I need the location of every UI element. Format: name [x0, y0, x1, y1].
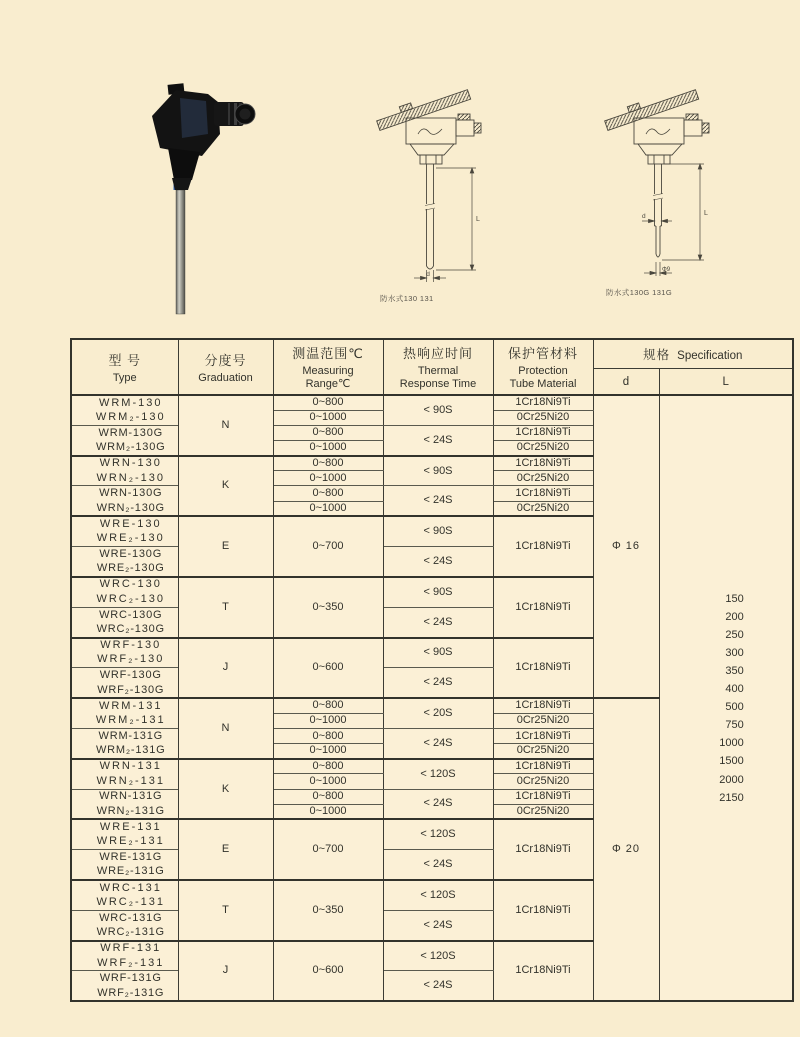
type-cell: WRE-131 [71, 819, 178, 834]
header-type-zh: 型 号 [108, 352, 142, 368]
range-cell: 0~800 [273, 395, 383, 410]
type-cell: WRC-130 [71, 577, 178, 592]
header-spec-en: Specification [677, 349, 743, 362]
dim-label-L: L [704, 210, 708, 217]
type-cell: WRM₂-131 [71, 713, 178, 728]
thermal-cell: < 24S [383, 728, 493, 758]
type-cell: WRE₂-131G [71, 865, 178, 880]
material-cell: 1Cr18Ni9Ti [493, 728, 593, 743]
dim-label-d: d [426, 271, 430, 278]
probe-rod [176, 190, 185, 314]
thermal-cell: < 90S [383, 395, 493, 425]
d-spec-cell: Φ 20 [593, 698, 659, 1001]
type-cell: WRM-130 [71, 395, 178, 410]
range-cell: 0~1000 [273, 774, 383, 789]
graduation-cell: J [178, 941, 273, 1002]
material-cell: 1Cr18Ni9Ti [493, 456, 593, 471]
probe-drawing-stepped [653, 164, 663, 257]
type-cell: WRM-130G [71, 425, 178, 440]
material-cell: 0Cr25Ni20 [493, 744, 593, 759]
header-material-en1: Protection [518, 365, 568, 377]
type-cell: WRN-131 [71, 759, 178, 774]
material-cell: 1Cr18Ni9Ti [493, 486, 593, 501]
thermal-cell: < 24S [383, 547, 493, 577]
head-drawing [603, 84, 709, 164]
probe-drawing [425, 164, 435, 269]
thermal-cell: < 24S [383, 425, 493, 455]
l-value: 400 [725, 683, 744, 696]
l-values-cell [659, 395, 793, 1001]
material-cell: 0Cr25Ni20 [493, 804, 593, 819]
drawing-130g-image [598, 78, 738, 284]
type-cell: WRM₂-130G [71, 440, 178, 455]
figure-caption-130: 防水式130 131 [380, 294, 434, 303]
material-cell: 0Cr25Ni20 [493, 713, 593, 728]
header-thermal-zh: 热响应时间 [402, 346, 473, 361]
type-cell: WRC-130G [71, 607, 178, 622]
header-range-en1: Measuring [302, 365, 354, 377]
header-material-en2: Tube Material [509, 378, 577, 390]
drawing-waterproof-130 [372, 78, 497, 304]
type-cell: WRF₂-131G [71, 986, 178, 1001]
range-cell: 0~700 [273, 516, 383, 577]
range-cell: 0~350 [273, 880, 383, 941]
thermal-cell: < 24S [383, 971, 493, 1001]
head-drawing [375, 84, 481, 164]
table-row [71, 395, 793, 410]
col-header-material [493, 339, 593, 395]
type-cell: WRF-130 [71, 638, 178, 653]
type-cell: WRF₂-130G [71, 683, 178, 698]
type-cell: WRE₂-131 [71, 835, 178, 850]
l-value: 2150 [719, 791, 744, 804]
thermocouple-photo [142, 82, 262, 316]
material-cell: 1Cr18Ni9Ti [493, 516, 593, 577]
thermal-cell: < 24S [383, 607, 493, 637]
material-cell: 1Cr18Ni9Ti [493, 789, 593, 804]
range-cell: 0~800 [273, 789, 383, 804]
type-cell: WRE-131G [71, 850, 178, 865]
type-cell: WRF₂-131 [71, 956, 178, 971]
col-header-graduation [178, 339, 273, 395]
material-cell: 1Cr18Ni9Ti [493, 698, 593, 713]
type-cell: WRE-130G [71, 547, 178, 562]
dimension-lines [642, 164, 708, 276]
specification-table [70, 338, 794, 1002]
graduation-cell: T [178, 880, 273, 941]
type-cell: WRC₂-131G [71, 925, 178, 940]
dimension-lines [414, 168, 480, 282]
material-cell: 0Cr25Ni20 [493, 501, 593, 516]
type-cell: WRF-131G [71, 971, 178, 986]
l-value: 1500 [719, 755, 744, 768]
header-range-zh: 测温范围℃ [292, 346, 364, 361]
type-cell: WRC₂-130 [71, 592, 178, 607]
graduation-cell: J [178, 638, 273, 699]
type-cell: WRM-131G [71, 728, 178, 743]
thermal-cell: < 24S [383, 850, 493, 880]
graduation-cell: E [178, 819, 273, 880]
header-type-en: Type [112, 371, 137, 384]
type-cell: WRN₂-130G [71, 501, 178, 516]
l-value: 150 [725, 592, 744, 605]
range-cell: 0~1000 [273, 713, 383, 728]
type-cell: WRN-131G [71, 789, 178, 804]
type-cell: WRN₂-131G [71, 804, 178, 819]
type-cell: WRC₂-131 [71, 895, 178, 910]
thermal-cell: < 24S [383, 668, 493, 698]
drawing-waterproof-130g [598, 78, 738, 298]
connection-head [152, 83, 255, 190]
type-cell: WRE₂-130G [71, 562, 178, 577]
thermal-cell: < 90S [383, 456, 493, 486]
l-value: 1000 [719, 737, 744, 750]
type-cell: WRF₂-130 [71, 653, 178, 668]
range-cell: 0~1000 [273, 410, 383, 425]
type-cell: WRM₂-130 [71, 410, 178, 425]
dim-label-L: L [476, 216, 480, 223]
range-cell: 0~1000 [273, 804, 383, 819]
range-cell: 0~600 [273, 638, 383, 699]
type-cell: WRN₂-130 [71, 471, 178, 486]
material-cell: 0Cr25Ni20 [493, 471, 593, 486]
l-values-list [660, 590, 793, 807]
l-value: 250 [725, 628, 744, 641]
range-cell: 0~700 [273, 819, 383, 880]
range-cell: 0~1000 [273, 744, 383, 759]
range-cell: 0~600 [273, 941, 383, 1002]
range-cell: 0~800 [273, 456, 383, 471]
header-material-zh: 保护管材料 [507, 346, 578, 361]
header-thermal-en2: Response Time [399, 378, 477, 390]
type-cell: WRN-130 [71, 456, 178, 471]
thermal-cell: < 24S [383, 910, 493, 940]
material-cell: 1Cr18Ni9Ti [493, 880, 593, 941]
type-cell: WRN-130G [71, 486, 178, 501]
l-value: 750 [725, 719, 744, 732]
thermal-cell: < 24S [383, 789, 493, 819]
thermal-cell: < 20S [383, 698, 493, 728]
figure-caption-130g: 防水式130G 131G [606, 288, 673, 297]
material-cell: 0Cr25Ni20 [493, 410, 593, 425]
material-cell: 1Cr18Ni9Ti [493, 425, 593, 440]
dim-label-d: d [642, 213, 646, 220]
l-value: 2000 [719, 773, 744, 786]
type-cell: WRF-131 [71, 941, 178, 956]
thermal-cell: < 120S [383, 880, 493, 910]
type-cell: WRE-130 [71, 516, 178, 531]
graduation-cell: N [178, 698, 273, 759]
d-spec-cell: Φ 16 [593, 395, 659, 698]
type-cell: WRF-130G [71, 668, 178, 683]
thermal-cell: < 24S [383, 486, 493, 516]
range-cell: 0~1000 [273, 440, 383, 455]
col-header-range [273, 339, 383, 395]
material-cell: 1Cr18Ni9Ti [493, 819, 593, 880]
material-cell: 1Cr18Ni9Ti [493, 941, 593, 1002]
col-header-d: d [593, 369, 659, 395]
range-cell: 0~800 [273, 759, 383, 774]
range-cell: 0~800 [273, 425, 383, 440]
graduation-cell: N [178, 395, 273, 456]
material-cell: 1Cr18Ni9Ti [493, 638, 593, 699]
graduation-cell: E [178, 516, 273, 577]
type-cell: WRC-131 [71, 880, 178, 895]
material-cell: 1Cr18Ni9Ti [493, 577, 593, 638]
thermal-cell: < 120S [383, 759, 493, 789]
l-value: 350 [725, 664, 744, 677]
thermocouple-photo-image [142, 82, 262, 316]
header-grad-zh: 分度号 [204, 352, 247, 368]
graduation-cell: K [178, 759, 273, 820]
graduation-cell: K [178, 456, 273, 517]
range-cell: 0~1000 [273, 501, 383, 516]
thermal-cell: < 90S [383, 516, 493, 546]
col-header-thermal [383, 339, 493, 395]
material-cell: 0Cr25Ni20 [493, 440, 593, 455]
range-cell: 0~800 [273, 728, 383, 743]
header-thermal-en1: Thermal [417, 365, 459, 377]
type-cell: WRN₂-131 [71, 774, 178, 789]
thermal-cell: < 120S [383, 819, 493, 849]
range-cell: 0~350 [273, 577, 383, 638]
header-grad-en: Graduation [198, 371, 253, 384]
col-header-specification [593, 339, 793, 369]
material-cell: 0Cr25Ni20 [493, 774, 593, 789]
material-cell: 1Cr18Ni9Ti [493, 395, 593, 410]
l-value: 300 [725, 646, 744, 659]
range-cell: 0~800 [273, 486, 383, 501]
thermal-cell: < 120S [383, 941, 493, 971]
material-cell: 1Cr18Ni9Ti [493, 759, 593, 774]
graduation-cell: T [178, 577, 273, 638]
header-range-en2: Range℃ [305, 378, 351, 390]
header-spec-zh: 规格 [643, 347, 671, 362]
thermal-cell: < 90S [383, 577, 493, 607]
type-cell: WRC-131G [71, 910, 178, 925]
range-cell: 0~800 [273, 698, 383, 713]
l-value: 200 [725, 610, 744, 623]
l-value: 500 [725, 701, 744, 714]
type-cell: WRE₂-130 [71, 531, 178, 546]
type-cell: WRM-131 [71, 698, 178, 713]
range-cell: 0~1000 [273, 471, 383, 486]
col-header-l: L [659, 369, 793, 395]
type-cell: WRC₂-130G [71, 622, 178, 637]
type-cell: WRM₂-131G [71, 744, 178, 759]
thermal-cell: < 90S [383, 638, 493, 668]
dim-label-tip: Φ9 [662, 267, 671, 273]
drawing-130-image [372, 78, 497, 290]
col-header-type [71, 339, 178, 395]
header-row-main [71, 339, 793, 369]
